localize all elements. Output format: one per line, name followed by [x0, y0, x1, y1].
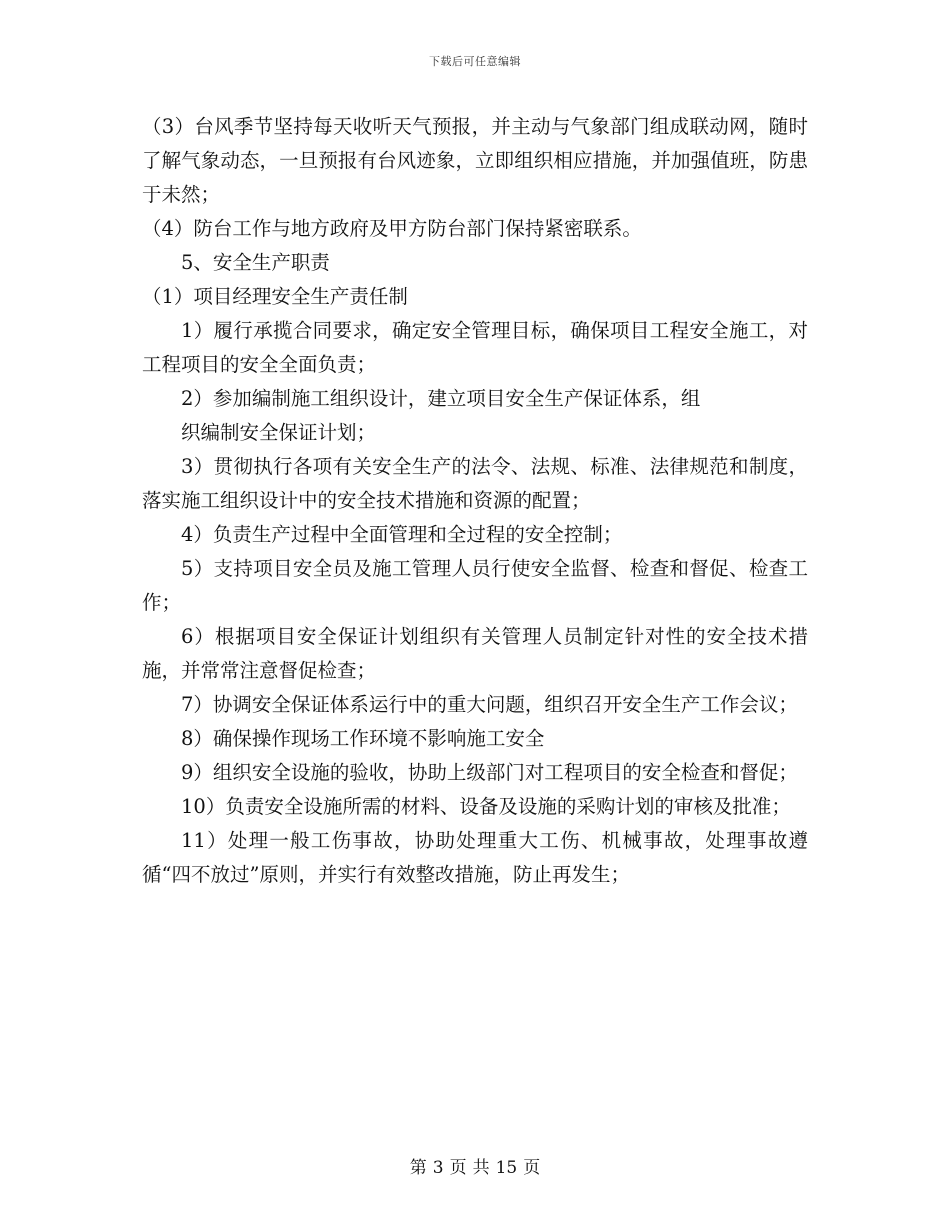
list-item-1: 1）履行承揽合同要求，确定安全管理目标，确保项目工程安全施工，对工程项目的安全全面负责；	[142, 319, 808, 376]
list-item-2: 2）参加编制施工组织设计，建立项目安全生产保证体系，组	[181, 387, 701, 410]
page-header: 下载后可任意编辑	[429, 55, 521, 68]
list-item-10: 10）负责安全设施所需的材料、设备及设施的采购计划的审核及批准；	[181, 795, 791, 818]
list-item-8: 8）确保操作现场工作环境不影响施工安全	[181, 727, 545, 750]
list-item-11: 11）处理一般工伤事故，协助处理重大工伤、机械事故，处理事故遵循“四不放过”原则，并实行有效整改措施，防止再发生；	[142, 829, 808, 886]
paragraph-typhoon-liaison: （4）防台工作与地方政府及甲方防台部门保持紧密联系。	[142, 217, 642, 240]
footer-total-word: 共	[472, 1158, 490, 1178]
paragraph-typhoon-forecast: （3）台风季节坚持每天收听天气预报，并主动与气象部门组成联动网，随时了解气象动态，一旦预报有台风迹象，立即组织相应措施，并加强值班，防患于未然；	[142, 115, 808, 206]
subsection-heading-project-manager: （1）项目经理安全生产责任制	[142, 285, 408, 308]
footer-prefix: 第	[409, 1158, 427, 1178]
list-item-6: 6）根据项目安全保证计划组织有关管理人员制定针对性的安全技术措施，并常常注意督促检查；	[142, 625, 808, 682]
footer-page-word: 页	[449, 1158, 467, 1178]
footer-suffix: 页	[523, 1158, 541, 1178]
list-item-7: 7）协调安全保证体系运行中的重大问题，组织召开安全生产工作会议；	[181, 693, 798, 716]
footer-total-pages: 15	[495, 1158, 518, 1178]
list-item-5: 5）支持项目安全员及施工管理人员行使安全监督、检查和督促、检查工作；	[142, 557, 808, 614]
list-item-9: 9）组织安全设施的验收，协助上级部门对工程项目的安全检查和督促；	[181, 761, 798, 784]
list-item-2-continued: 织编制安全保证计划；	[181, 421, 377, 444]
list-item-3: 3）贯彻执行各项有关安全生产的法令、法规、标准、法律规范和制度，落实施工组织设计中的安全技术措施和资源的配置；	[142, 455, 808, 512]
footer-page-number: 3	[432, 1158, 444, 1178]
document-body	[142, 110, 808, 892]
list-item-4: 4）负责生产过程中全面管理和全过程的安全控制；	[181, 523, 623, 546]
section-heading-safety-duties: 5、安全生产职责	[181, 251, 330, 274]
page-footer	[0, 1153, 950, 1178]
